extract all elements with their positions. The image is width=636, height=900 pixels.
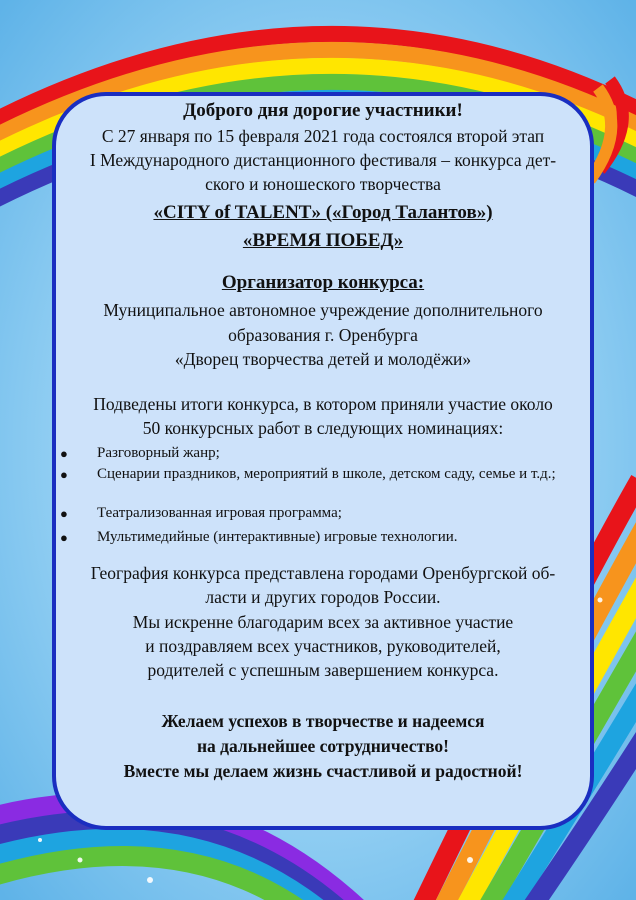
nomination-item: ● Театрализованная игровая программа;: [60, 505, 342, 521]
nomination-item: ● Разговорный жанр;: [60, 445, 220, 461]
organizer-line-3: «Дворец творчества детей и молодёжи»: [174, 349, 472, 369]
thanks-line-1: Мы искренне благодарим всех за активное участие: [132, 612, 514, 632]
intro-line-3: ского и юношеского творчества: [205, 174, 441, 194]
bullet-icon: ●: [60, 530, 68, 545]
organizer-heading: Организатор конкурса:: [221, 272, 425, 293]
nomination-item: ● Мультимедийные (интерактивные) игровые технологии.: [60, 529, 458, 545]
thanks-line-2: и поздравляем всех участников, руководителей,: [145, 636, 501, 656]
bullet-icon: ●: [60, 467, 68, 482]
wishes-line-1: Желаем успехов в творчестве и надеемся: [161, 711, 485, 731]
greeting-heading: Доброго дня дорогие участники!: [183, 100, 463, 121]
wishes-line-2: на дальнейшее сотрудничество!: [196, 736, 450, 756]
festival-theme: «ВРЕМЯ ПОБЕД»: [242, 230, 404, 251]
nomination-item: ● Сценарии праздников, мероприятий в школе, детском саду, семье и т.д.;: [60, 466, 556, 482]
organizer-line-2: образования г. Оренбурга: [228, 325, 418, 345]
geography-line-1: География конкурса представлена городами Оренбургской об-: [90, 563, 556, 583]
wishes-line-3: Вместе мы делаем жизнь счастливой и радостной!: [123, 761, 523, 781]
announcement-content: [52, 92, 594, 830]
bullet-icon: ●: [60, 446, 68, 461]
intro-line-2: I Международного дистанционного фестиваля – конкурса дет-: [89, 150, 557, 170]
results-line-1: Подведены итоги конкурса, в котором приняли участие около: [93, 394, 553, 414]
festival-name: «CITY of TALENT» («Город Талантов»): [153, 202, 493, 223]
thanks-line-3: родителей с успешным завершением конкурса.: [147, 660, 499, 680]
geography-line-2: ласти и других городов России.: [205, 587, 441, 607]
intro-line-1: С 27 января по 15 февраля 2021 года состоялся второй этап: [101, 126, 545, 146]
results-line-2: 50 конкурсных работ в следующих номинациях:: [142, 418, 504, 438]
organizer-line-1: Муниципальное автономное учреждение дополнительного: [103, 300, 543, 320]
bullet-icon: ●: [60, 506, 68, 521]
